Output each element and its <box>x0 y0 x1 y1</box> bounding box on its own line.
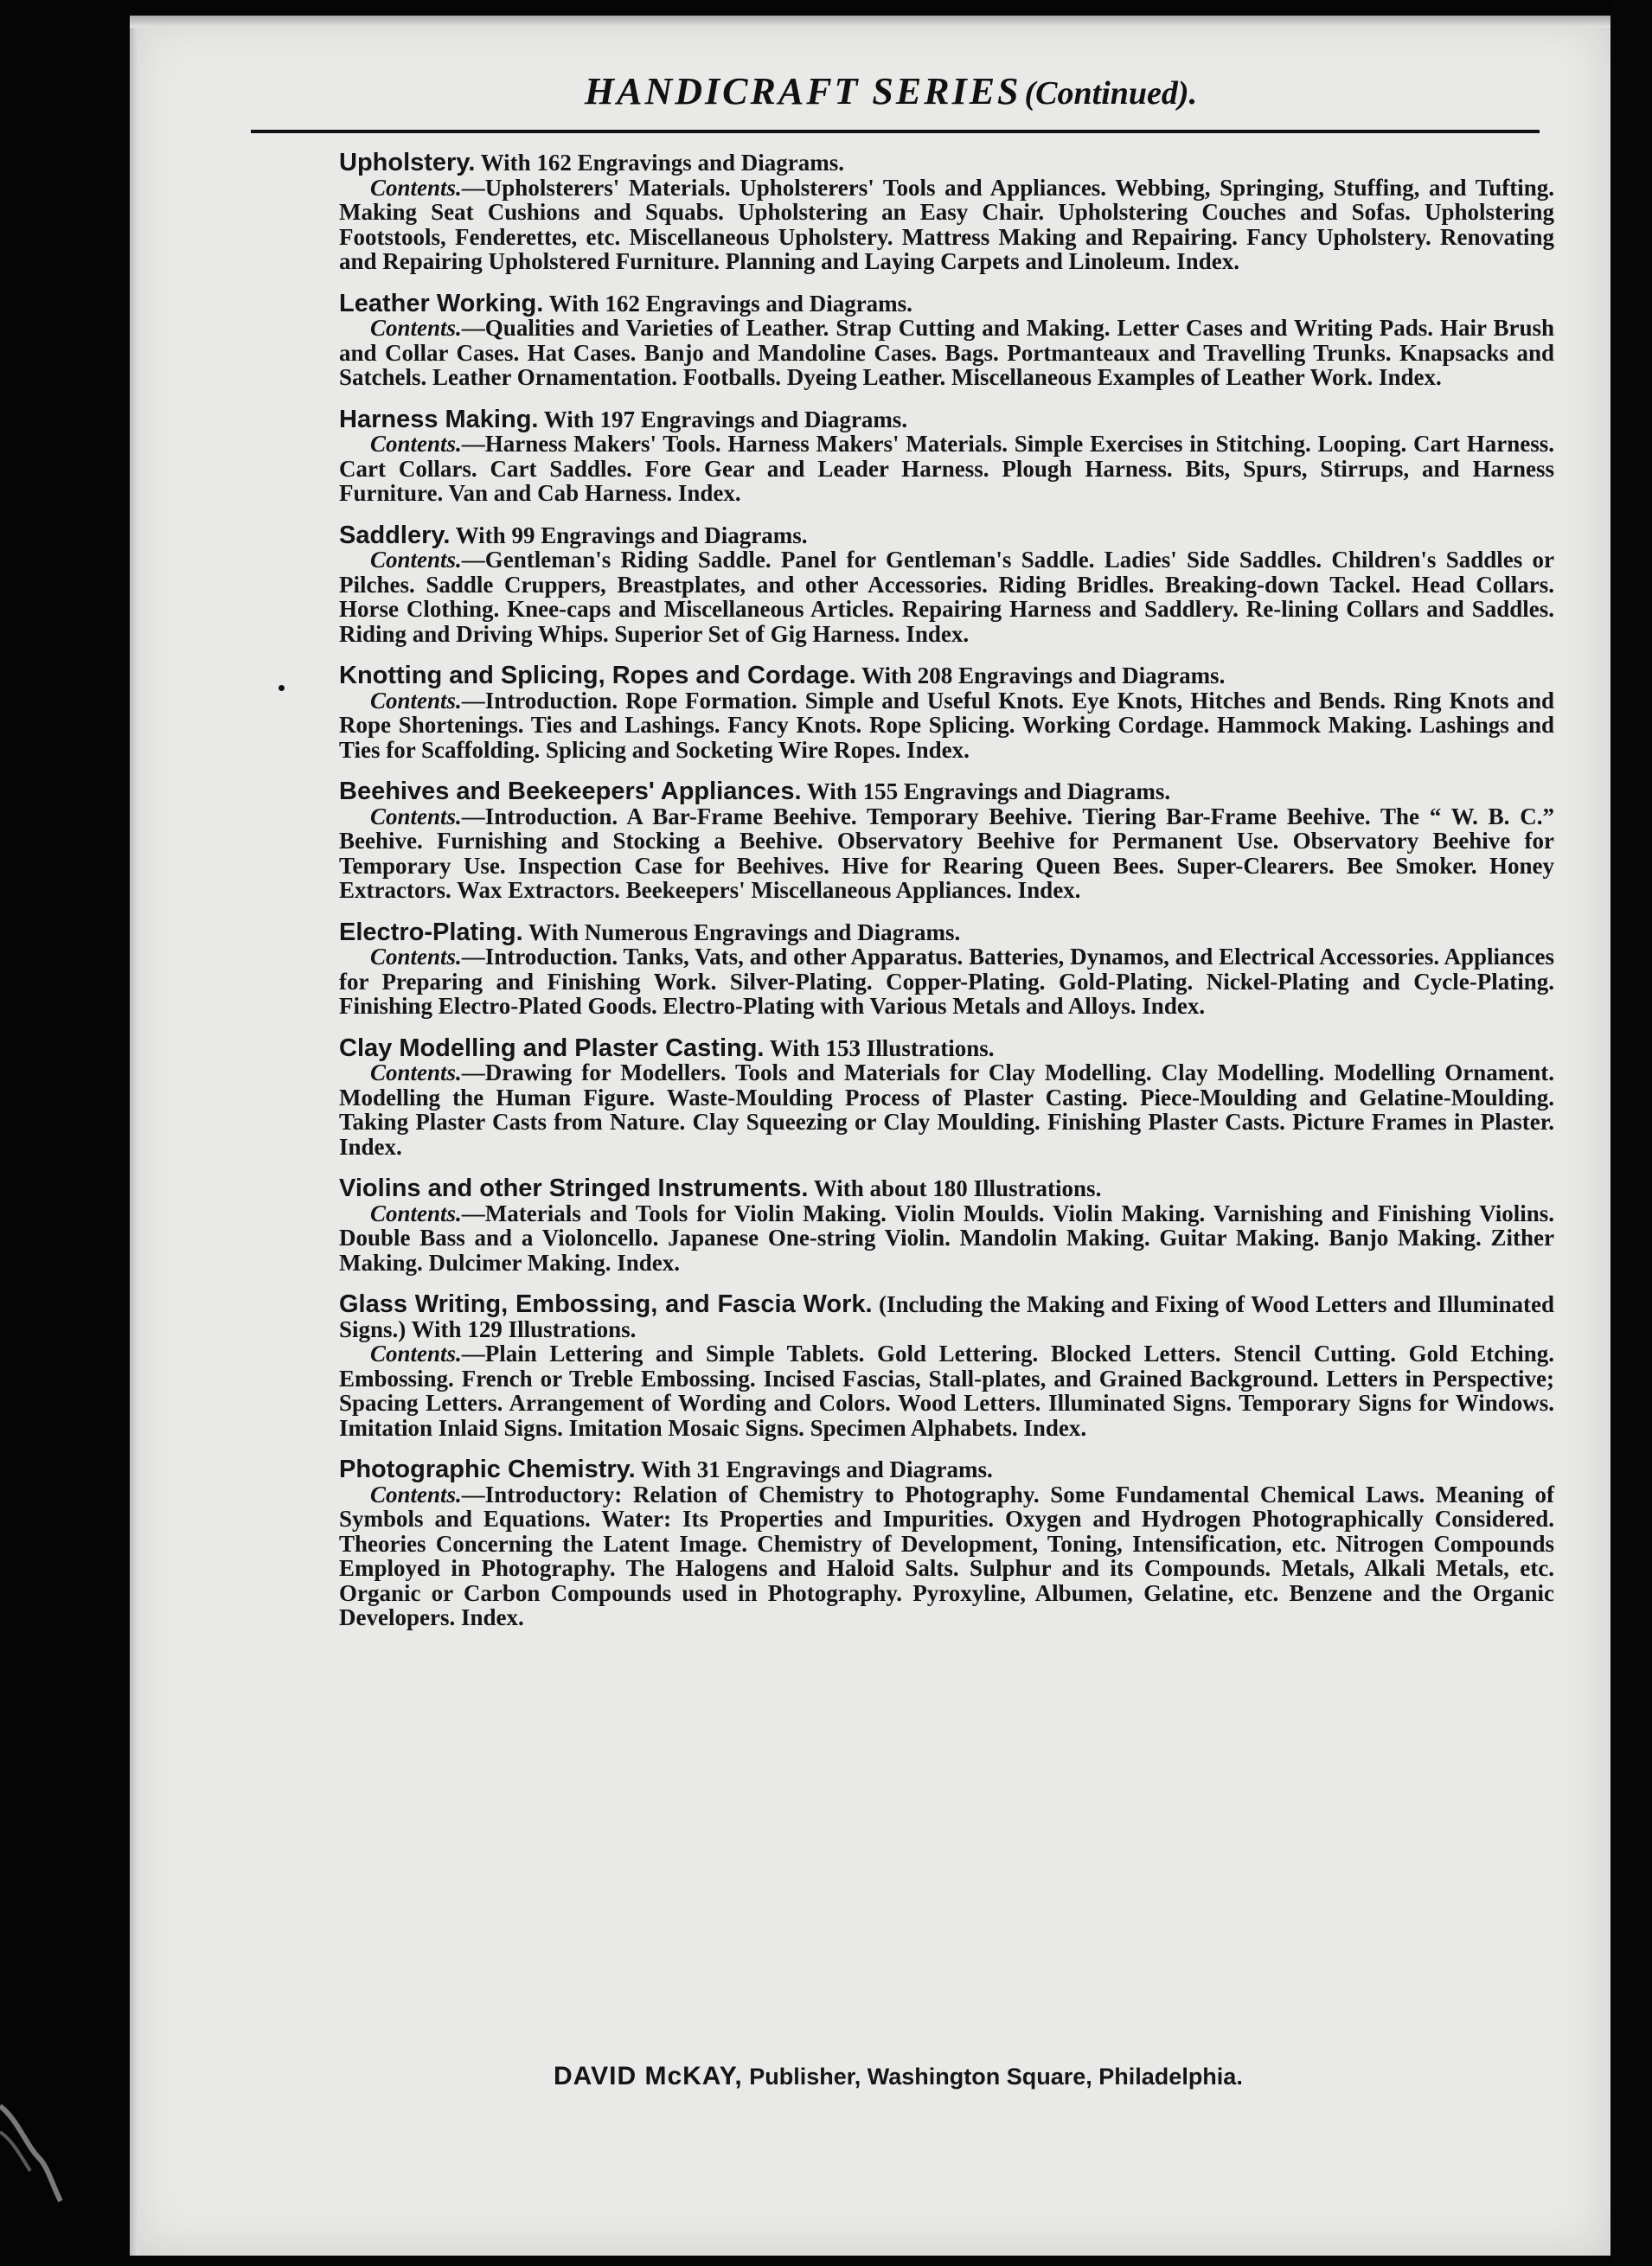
header-rule <box>251 130 1540 133</box>
entry-title: Knotting and Splicing, Ropes and Cordage. <box>339 662 856 689</box>
entry-contents: —Gentleman's Riding Saddle. Panel for Gentleman's Saddle. Ladies' Side Saddles. Children's Saddles or Pilches. Saddle Cruppers, Breastplates, and other Accessories. Riding Bridles. Breaking-down Tackel. Head Collars. Horse Clothing. Knee-caps and Miscellaneous Articles. Repairing Harness and Saddlery. Re-lining Collars and Saddles. Riding and Driving Whips. Superior Set of Gig Harness. Index. <box>339 547 1554 647</box>
entry-contents: —Introduction. Rope Formation. Simple and Useful Knots. Eye Knots, Hitches and Bends. Ring Knots and Rope Shortenings. Ties and Lashings. Fancy Knots. Rope Splicing. Working Cordage. Hammock Making. Lashings and Ties for Scaffolding. Splicing and Socketing Wire Ropes. Index. <box>339 687 1554 763</box>
contents-label: Contents. <box>370 431 462 457</box>
contents-label: Contents. <box>370 1481 462 1507</box>
entry-subtitle: With 162 Engravings and Diagrams. <box>548 290 912 317</box>
catalog-entry <box>339 663 1554 762</box>
entry-contents: —Introduction. Tanks, Vats, and other Apparatus. Batteries, Dynamos, and Electrical Accessories. Appliances for Preparing and Finishing Work. Silver-Plating. Copper-Plating. Gold-Plating. Nickel-Plating and Cycle-Plating. Finishing Electro-Plated Goods. Electro-Plating with Various Metals and Alloys. Index. <box>339 944 1554 1019</box>
entry-title: Saddlery. <box>339 521 451 549</box>
catalog-entry <box>339 291 1554 390</box>
entry-contents: —Introductory: Relation of Chemistry to Photography. Some Fundamental Chemical Laws. Meaning of Symbols and Equations. Water: Its Properties and Impurities. Oxygen and Hydrogen Photographically Considered. Theories Concerning the Latent Image. Chemistry of Development, Toning, Intensification, etc. Nitrogen Compounds Employed in Photography. The Halogens and Haloid Salts. Sulphur and its Compounds. Metals, Alkali Metals, etc. Organic or Carbon Compounds used in Photography. Pyroxyline, Albumen, Gelatine, etc. Benzene and the Organic Developers. Index. <box>339 1481 1554 1630</box>
corner-scan-mark <box>0 2097 95 2227</box>
catalog-entry <box>339 1176 1554 1275</box>
contents-label: Contents. <box>370 1059 462 1085</box>
entry-subtitle: With 162 Engravings and Diagrams. <box>480 150 844 176</box>
entry-subtitle: With 208 Engravings and Diagrams. <box>861 663 1226 688</box>
scan-speck <box>279 685 285 691</box>
entry-title: Photographic Chemistry. <box>339 1456 636 1483</box>
entry-title: Upholstery. <box>339 149 476 176</box>
catalog-list <box>339 150 1554 1648</box>
page-left-edge <box>130 16 138 2256</box>
contents-label: Contents. <box>370 1200 462 1226</box>
entry-title: Leather Working. <box>339 289 544 317</box>
catalog-entry <box>339 1457 1554 1630</box>
scan-right-border <box>1610 0 1652 2266</box>
entry-subtitle: With 31 Engravings and Diagrams. <box>640 1456 993 1482</box>
entry-subtitle: With 99 Engravings and Diagrams. <box>455 522 808 548</box>
contents-label: Contents. <box>370 174 462 201</box>
publisher-imprint <box>554 2062 1418 2091</box>
entry-title: Beehives and Beekeepers' Appliances. <box>339 778 802 805</box>
entry-subtitle: With 153 Illustrations. <box>769 1034 995 1061</box>
page-top-edge <box>130 16 1610 28</box>
catalog-entry <box>339 1292 1554 1440</box>
catalog-entry <box>339 920 1554 1019</box>
catalog-entry <box>339 150 1554 274</box>
entry-contents: —Drawing for Modellers. Tools and Materials for Clay Modelling. Clay Modelling. Modelling Ornament. Modelling the Human Figure. Waste-Moulding Process of Plaster Casting. Piece-Moulding and Gelatine-Moulding. Taking Plaster Casts from Nature. Clay Squeezing or Clay Moulding. Finishing Plaster Casts. Picture Frames in Plaster. Index. <box>339 1059 1554 1160</box>
entry-title: Glass Writing, Embossing, and Fascia Work. <box>339 1290 873 1318</box>
entry-title: Clay Modelling and Plaster Casting. <box>339 1034 765 1062</box>
entry-contents: —Introduction. A Bar-Frame Beehive. Temporary Beehive. Tiering Bar-Frame Beehive. The “ W. B. C.” Beehive. Furnishing and Stocking a Beehive. Observatory Beehive for Permanent Use. Observatory Beehive for Temporary Use. Inspection Case for Beehives. Hive for Rearing Queen Bees. Super-Clearers. Bee Smoker. Honey Extractors. Wax Extractors. Beekeepers' Miscellaneous Appliances. Index. <box>339 803 1554 903</box>
entry-contents: —Materials and Tools for Violin Making. Violin Moulds. Violin Making. Varnishing and Finishing Violins. Double Bass and a Violoncello. Japanese One-string Violin. Mandolin Making. Guitar Making. Banjo Making. Zither Making. Dulcimer Making. Index. <box>339 1200 1554 1276</box>
catalog-entry <box>339 407 1554 506</box>
contents-label: Contents. <box>370 547 462 573</box>
entry-title: Electro-Plating. <box>339 918 523 946</box>
entry-subtitle: (Including the Making and Fixing of Wood Letters and Illuminated Signs.) With 129 Illustrations. <box>339 1291 1554 1342</box>
entry-subtitle: With about 180 Illustrations. <box>813 1175 1102 1201</box>
entry-title: Violins and other Stringed Instruments. <box>339 1175 809 1202</box>
contents-label: Contents. <box>370 803 462 829</box>
series-continued: (Continued). <box>1024 75 1198 112</box>
publisher-name: DAVID McKAY, <box>554 2062 743 2090</box>
catalog-entry <box>339 779 1554 903</box>
contents-label: Contents. <box>370 687 462 714</box>
entry-subtitle: With 155 Engravings and Diagrams. <box>806 778 1171 804</box>
contents-label: Contents. <box>370 315 462 341</box>
contents-label: Contents. <box>370 944 462 970</box>
publisher-details: Publisher, Washington Square, Philadelphia. <box>749 2064 1243 2090</box>
entry-contents: —Upholsterers' Materials. Upholsterers' Tools and Appliances. Webbing, Springing, Stuffing, and Tufting. Making Seat Cushions and Squabs. Upholstering an Easy Chair. Upholstering Couches and Sofas. Upholstering Footstools, Fenderettes, etc. Miscellaneous Upholstery. Mattress Making and Repairing. Fancy Upholstery. Renovating and Repairing Upholstered Furniture. Planning and Laying Carpets and Linoleum. Index. <box>339 174 1554 274</box>
contents-label: Contents. <box>370 1341 462 1367</box>
series-title: HANDICRAFT SERIES <box>584 70 1021 112</box>
catalog-entry <box>339 523 1554 647</box>
entry-title: Harness Making. <box>339 405 539 433</box>
entry-subtitle: With Numerous Engravings and Diagrams. <box>528 919 961 945</box>
entry-contents: —Plain Lettering and Simple Tablets. Gold Lettering. Blocked Letters. Stencil Cutting. Gold Etching. Embossing. French or Treble Embossing. Incised Fascias, Stall-plates, and Grained Background. Letters in Perspective; Spacing Letters. Arrangement of Wording and Colors. Wood Letters. Illuminated Signs. Temporary Signs for Windows. Imitation Inlaid Signs. Imitation Mosaic Signs. Specimen Alphabets. Index. <box>339 1341 1554 1441</box>
entry-contents: —Harness Makers' Tools. Harness Makers' Materials. Simple Exercises in Stitching. Looping. Cart Harness. Cart Collars. Cart Saddles. Fore Gear and Leader Harness. Plough Harness. Bits, Spurs, Stirrups, and Harness Furniture. Van and Cab Harness. Index. <box>339 431 1554 506</box>
entry-contents: —Qualities and Varieties of Leather. Strap Cutting and Making. Letter Cases and Writing Pads. Hair Brush and Collar Cases. Hat Cases. Banjo and Mandoline Cases. Bags. Portmanteaux and Travelling Trunks. Knapsacks and Satchels. Leather Ornamentation. Footballs. Dyeing Leather. Miscellaneous Examples of Leather Work. Index. <box>339 315 1554 390</box>
page-header <box>225 69 1557 113</box>
entry-subtitle: With 197 Engravings and Diagrams. <box>543 406 908 432</box>
catalog-entry <box>339 1036 1554 1160</box>
